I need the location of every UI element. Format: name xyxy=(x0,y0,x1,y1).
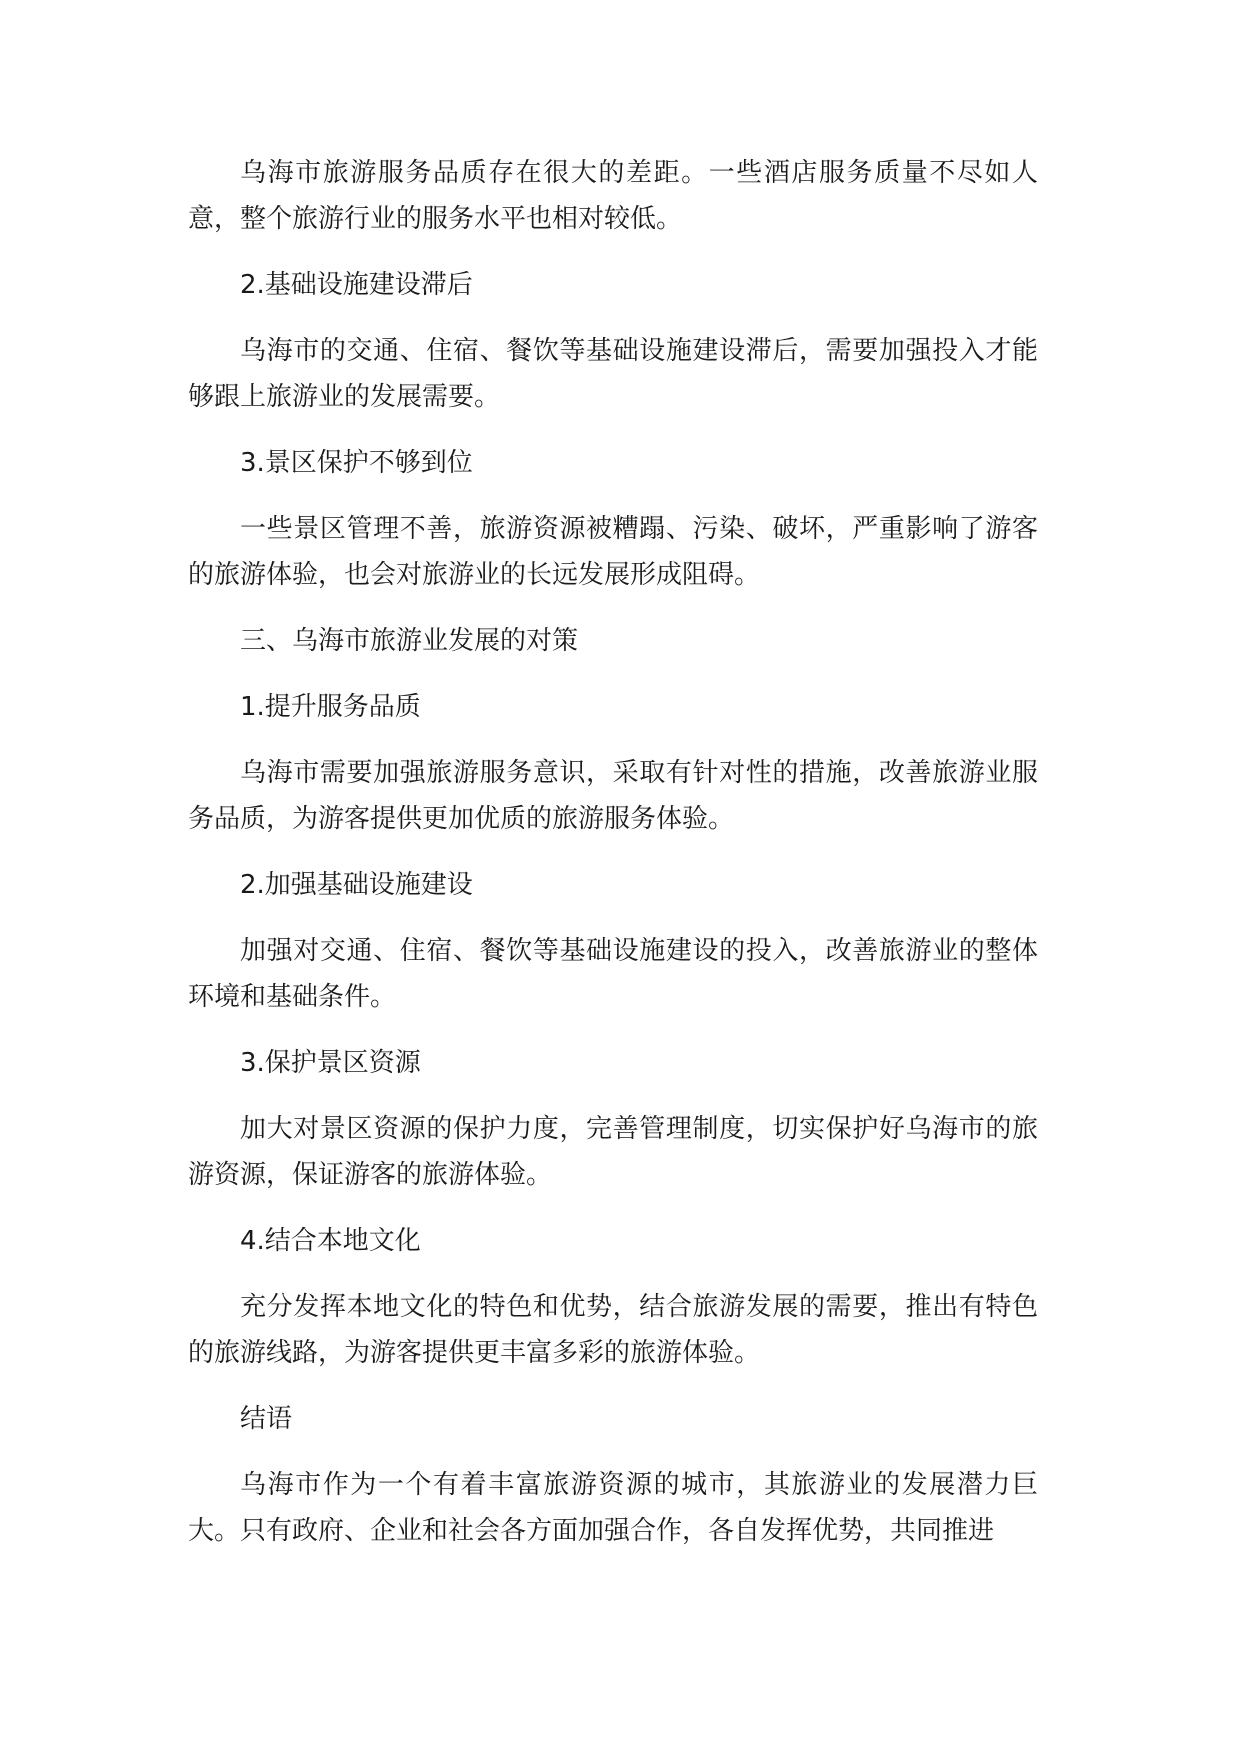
paragraph-improve-service: 乌海市需要加强旅游服务意识，采取有针对性的措施，改善旅游业服务品质，为游客提供更加优质的旅游服务体验。 xyxy=(188,758,1038,834)
heading-improve-service: 1.提升服务品质 xyxy=(240,692,421,722)
section-heading-countermeasures: 三、乌海市旅游业发展的对策 xyxy=(240,626,579,656)
paragraph-conclusion: 乌海市作为一个有着丰富旅游资源的城市，其旅游业的发展潜力巨大。只有政府、企业和社会各方面加强合作，各自发挥优势，共同推进 xyxy=(188,1470,1038,1546)
heading-protect-scenic-resources: 3.保护景区资源 xyxy=(240,1048,421,1078)
heading-scenic-protection: 3.景区保护不够到位 xyxy=(240,448,473,478)
paragraph-service-quality-gap: 乌海市旅游服务品质存在很大的差距。一些酒店服务质量不尽如人意，整个旅游行业的服务水平也相对较低。 xyxy=(188,158,1038,234)
heading-conclusion: 结语 xyxy=(240,1404,293,1434)
paragraph-protect-scenic-resources: 加大对景区资源的保护力度，完善管理制度，切实保护好乌海市的旅游资源，保证游客的旅游体验。 xyxy=(188,1114,1038,1190)
heading-strengthen-infrastructure: 2.加强基础设施建设 xyxy=(240,870,473,900)
heading-infrastructure-lagging: 2.基础设施建设滞后 xyxy=(240,270,473,300)
paragraph-scenic-protection: 一些景区管理不善，旅游资源被糟蹋、污染、破坏，严重影响了游客的旅游体验，也会对旅游业的长远发展形成阻碍。 xyxy=(188,514,1038,590)
paragraph-infrastructure-lagging: 乌海市的交通、住宿、餐饮等基础设施建设滞后，需要加强投入才能够跟上旅游业的发展需要。 xyxy=(188,336,1038,412)
heading-local-culture: 4.结合本地文化 xyxy=(240,1226,421,1256)
paragraph-strengthen-infrastructure: 加强对交通、住宿、餐饮等基础设施建设的投入，改善旅游业的整体环境和基础条件。 xyxy=(188,936,1038,1012)
paragraph-local-culture: 充分发挥本地文化的特色和优势，结合旅游发展的需要，推出有特色的旅游线路，为游客提供更丰富多彩的旅游体验。 xyxy=(188,1292,1038,1368)
document-page xyxy=(188,150,1038,1574)
